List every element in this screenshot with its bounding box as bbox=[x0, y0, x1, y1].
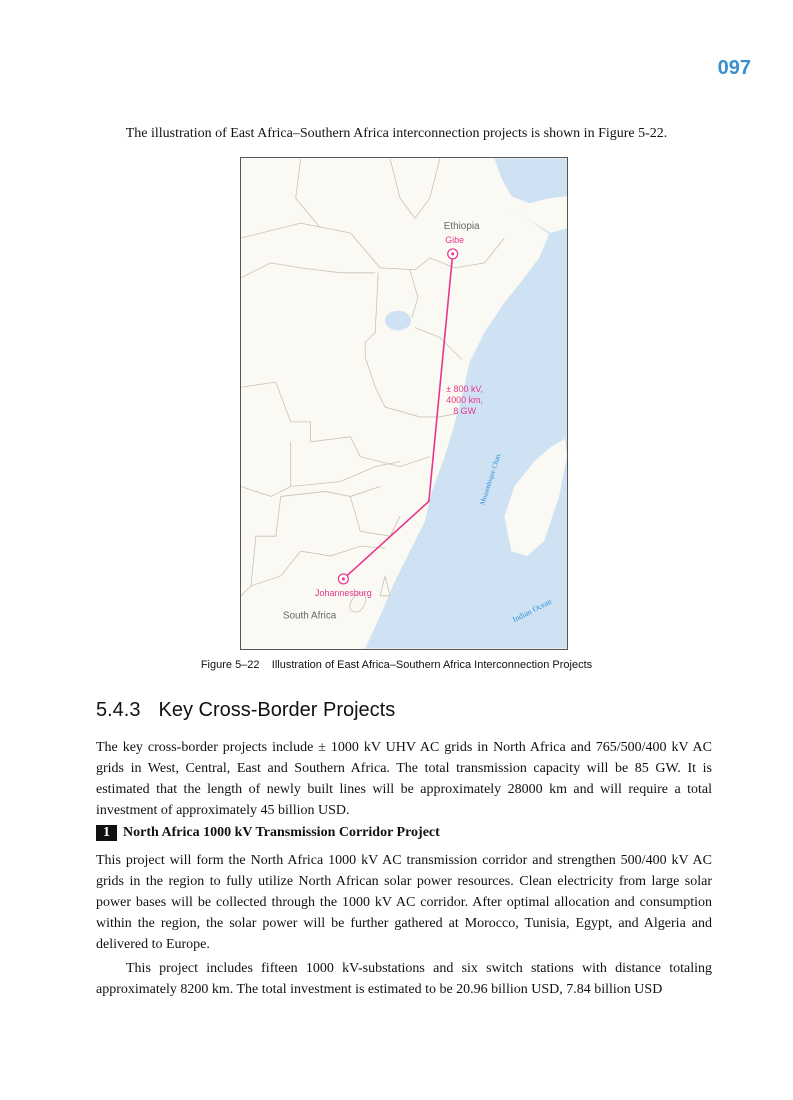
gibe-station-icon bbox=[448, 249, 458, 259]
label-gibe: Gibe bbox=[445, 234, 465, 245]
section-number: 5.4.3 bbox=[96, 699, 141, 721]
label-indian-ocean: Indian Ocean bbox=[511, 596, 554, 625]
label-johannesburg: Johannesburg bbox=[315, 587, 372, 598]
page-number: 097 bbox=[717, 57, 751, 79]
label-ethiopia: Ethiopia bbox=[443, 221, 480, 233]
label-voltage: ± 800 kV, bbox=[446, 384, 484, 395]
subsection-title: North Africa 1000 kV Transmission Corridor Project bbox=[123, 825, 440, 840]
label-south-africa: South Africa bbox=[282, 610, 337, 622]
interconnection-map bbox=[240, 157, 568, 650]
section-heading bbox=[96, 699, 413, 722]
intro-text: The illustration of East Africa–Southern Africa interconnection projects is shown in Figure 5-22. bbox=[125, 126, 668, 141]
paragraph: This project will form the North Africa 1000 kV AC transmission corridor and strengthen 500/400 kV AC grids in the region to fully utilize North African solar power resources. Clean electricity from large solar power bases will be collected through the 1000 kV AC corridor. After optimal allocation and consumption within the region, the solar power will be further gathered at Morocco, Tunisia, Egypt, and Algeria and delivered to Europe. bbox=[96, 853, 712, 952]
figure-caption: Figure 5–22 Illustration of East Africa–Southern Africa Interconnection Projects bbox=[200, 659, 593, 671]
label-capacity: 8 GW bbox=[453, 405, 477, 416]
paragraph: This project includes fifteen 1000 kV-substations and six switch stations with distance totaling approximately 8200 km. The total investment is estimated to be 20.96 billion USD, 7.84 billion USD bbox=[96, 961, 712, 997]
paragraph: The key cross-border projects include ± 1000 kV UHV AC grids in North Africa and 765/500/400 kV AC grids in West, Central, East and Southern Africa. The total transmission capacity will be 85 GW. It is estimated that the length of newly built lines will be approximately 28000 km and will require a total investment of approximately 45 billion USD. bbox=[96, 740, 712, 818]
section-title: Key Cross-Border Projects bbox=[158, 699, 396, 721]
johannesburg-station-icon bbox=[338, 574, 348, 584]
label-length: 4000 km, bbox=[446, 395, 484, 406]
label-mozambique-channel: Mozambique Chan. bbox=[478, 451, 503, 507]
subsection-number: 1 bbox=[96, 825, 117, 841]
subsection-heading bbox=[96, 825, 440, 841]
